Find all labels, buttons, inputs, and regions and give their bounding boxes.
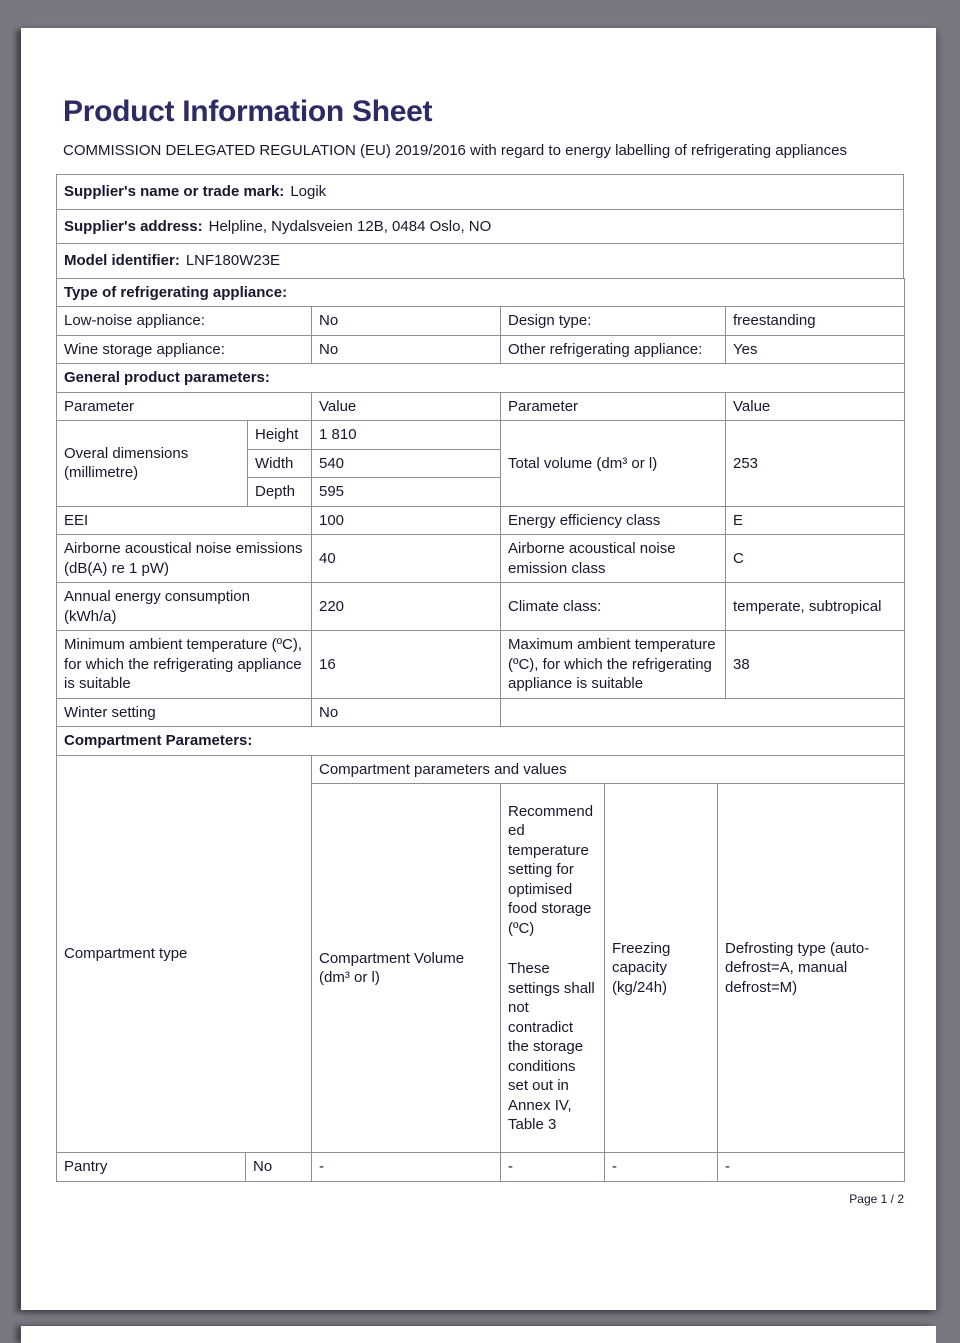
- height-value: 1 810: [312, 421, 501, 450]
- document-page-2-preview: [21, 1326, 936, 1343]
- overall-dimensions-label: Overal dimensions (millimetre): [57, 421, 248, 507]
- empty-cell: [501, 698, 905, 727]
- depth-label: Depth: [248, 478, 312, 507]
- table-row: [57, 175, 904, 210]
- annual-energy-label: Annual energy consumption (kWh/a): [57, 583, 312, 631]
- document-page-1: [21, 28, 936, 1310]
- compartment-temp-cell: -: [501, 1153, 605, 1182]
- defrosting-type-header: Defrosting type (auto-defrost=A, manual defrost=M): [718, 784, 905, 1153]
- regulation-text: COMMISSION DELEGATED REGULATION (EU) 2019/2016 with regard to energy labelling of refrigerating appliances: [63, 142, 847, 159]
- compartment-type-header: Compartment type: [57, 755, 312, 1153]
- table-row: [57, 727, 905, 756]
- table-row: [57, 307, 905, 336]
- table-row: [57, 278, 905, 307]
- depth-value: 595: [312, 478, 501, 507]
- table-row: [57, 392, 905, 421]
- compartment-group-header: Compartment parameters and values: [312, 755, 905, 784]
- table-row: [57, 1153, 905, 1182]
- model-identifier-cell: [57, 244, 904, 279]
- min-ambient-temp-label: Minimum ambient temperature (ºC), for which the refrigerating appliance is suitable: [57, 631, 312, 699]
- supplier-address-value: Helpline, Nydalsveien 12B, 0484 Oslo, NO: [208, 217, 492, 235]
- winter-setting-label: Winter setting: [57, 698, 312, 727]
- product-parameters-table: [56, 278, 905, 728]
- design-type-value: freestanding: [726, 307, 905, 336]
- model-identifier-label: Model identifier:: [64, 252, 180, 269]
- other-appliance-value: Yes: [726, 335, 905, 364]
- energy-class-value: E: [726, 506, 905, 535]
- noise-emissions-value: 40: [312, 535, 501, 583]
- compartment-volume-header: Compartment Volume (dm³ or l): [312, 784, 501, 1153]
- width-label: Width: [248, 449, 312, 478]
- compartment-parameters-table: [56, 726, 905, 1182]
- climate-class-value: temperate, subtropical: [726, 583, 905, 631]
- compartment-present-cell: No: [246, 1153, 312, 1182]
- compartment-defrosting-cell: -: [718, 1153, 905, 1182]
- noise-class-label: Airborne acoustical noise emission class: [501, 535, 726, 583]
- model-identifier-value: LNF180W23E: [185, 252, 281, 269]
- height-label: Height: [248, 421, 312, 450]
- recommended-temp-header: [501, 784, 605, 1153]
- eei-label: EEI: [57, 506, 312, 535]
- low-noise-value: No: [312, 307, 501, 336]
- supplier-name-label: Supplier's name or trade mark:: [64, 183, 285, 200]
- table-row: [57, 698, 905, 727]
- compartment-parameters-heading: Compartment Parameters:: [57, 727, 905, 756]
- other-appliance-label: Other refrigerating appliance:: [501, 335, 726, 364]
- design-type-label: Design type:: [501, 307, 726, 336]
- climate-class-label: Climate class:: [501, 583, 726, 631]
- energy-class-label: Energy efficiency class: [501, 506, 726, 535]
- value-header-2: Value: [726, 392, 905, 421]
- max-ambient-temp-label: Maximum ambient temperature (ºC), for which the refrigerating appliance is suitable: [501, 631, 726, 699]
- parameter-header-1: Parameter: [57, 392, 312, 421]
- general-parameters-heading: General product parameters:: [57, 364, 905, 393]
- wine-storage-value: No: [312, 335, 501, 364]
- page-indicator: Page 1 / 2: [849, 1191, 904, 1206]
- freezing-capacity-header: Freezing capacity (kg/24h): [605, 784, 718, 1153]
- total-volume-value: 253: [726, 421, 905, 507]
- total-volume-label: Total volume (dm³ or l): [501, 421, 726, 507]
- table-row: [57, 631, 905, 699]
- recommended-temp-text: Recommended temperature setting for optimised food storage (ºC): [508, 802, 594, 937]
- min-ambient-temp-value: 16: [312, 631, 501, 699]
- table-row: [57, 506, 905, 535]
- table-row: [57, 364, 905, 393]
- noise-emissions-label: Airborne acoustical noise emissions (dB(A) re 1 pW): [57, 535, 312, 583]
- low-noise-label: Low-noise appliance:: [57, 307, 312, 336]
- parameter-header-2: Parameter: [501, 392, 726, 421]
- temp-settings-note: These settings shall not contradict the storage conditions set out in Annex IV, Table 3: [508, 960, 595, 1133]
- supplier-name-value: Logik: [290, 183, 327, 200]
- table-row: [57, 535, 905, 583]
- compartment-freezing-cell: -: [605, 1153, 718, 1182]
- document-title: Product Information Sheet: [63, 95, 433, 128]
- wine-storage-label: Wine storage appliance:: [57, 335, 312, 364]
- annual-energy-value: 220: [312, 583, 501, 631]
- supplier-info-table: [56, 174, 904, 279]
- table-row: [57, 421, 905, 450]
- table-row: [57, 209, 904, 244]
- eei-value: 100: [312, 506, 501, 535]
- table-row: [57, 755, 905, 784]
- width-value: 540: [312, 449, 501, 478]
- supplier-name-cell: [57, 175, 904, 210]
- value-header-1: Value: [312, 392, 501, 421]
- winter-setting-value: No: [312, 698, 501, 727]
- max-ambient-temp-value: 38: [726, 631, 905, 699]
- table-row: [57, 583, 905, 631]
- table-row: [57, 244, 904, 279]
- noise-class-value: C: [726, 535, 905, 583]
- type-section-heading: Type of refrigerating appliance:: [57, 278, 905, 307]
- compartment-name-cell: Pantry: [57, 1153, 246, 1182]
- table-row: [57, 335, 905, 364]
- supplier-address-cell: [57, 209, 904, 244]
- supplier-address-label: Supplier's address:: [64, 217, 203, 235]
- compartment-volume-cell: -: [312, 1153, 501, 1182]
